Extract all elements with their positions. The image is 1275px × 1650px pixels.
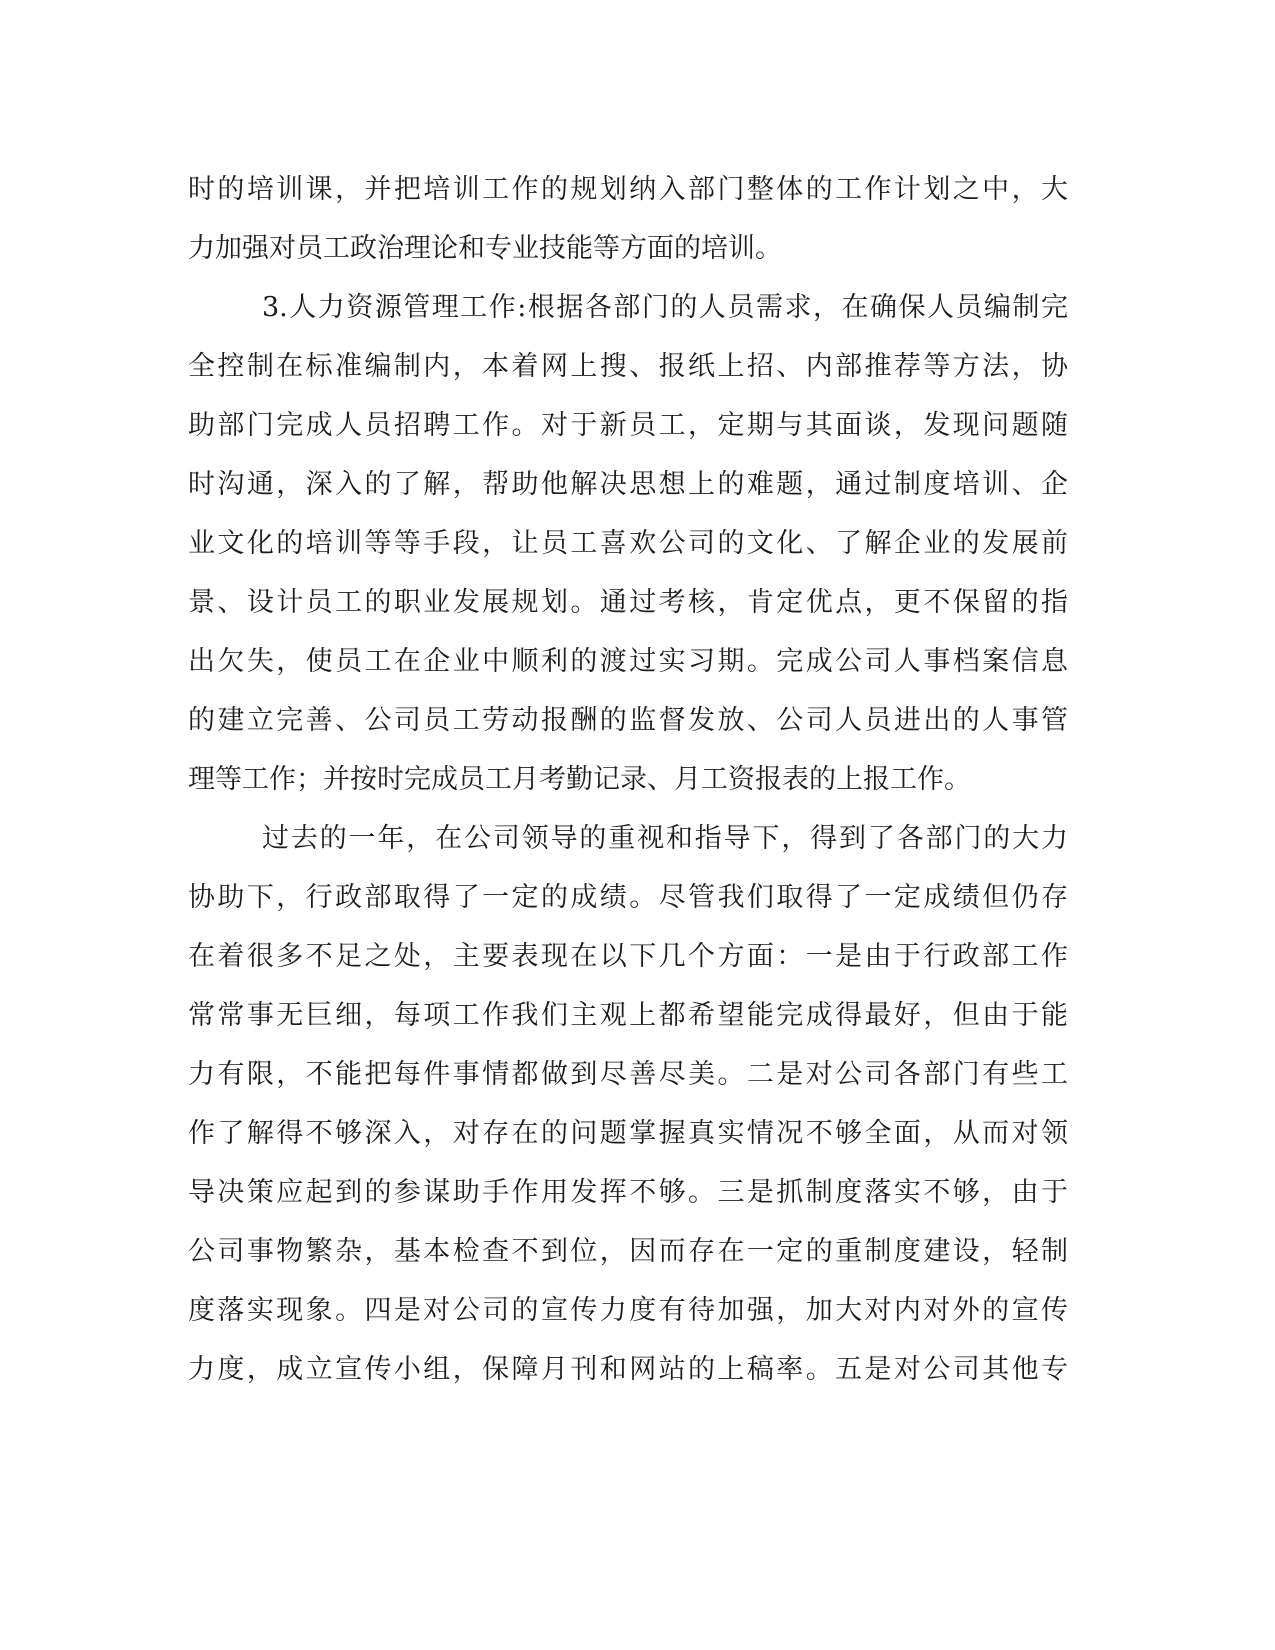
text-line: 度落实现象。四是对公司的宣传力度有待加强，加大对内对外的宣传 [188, 1295, 1068, 1326]
text-line: 作了解得不够深入，对存在的问题掌握真实情况不够全面，从而对领 [188, 1118, 1068, 1149]
text-line: 全控制在标准编制内，本着网上搜、报纸上招、内部推荐等方法，协 [188, 351, 1068, 382]
text-line: 力度，成立宣传小组，保障月刊和网站的上稿率。五是对公司其他专 [188, 1354, 1068, 1385]
text-line: 力有限，不能把每件事情都做到尽善尽美。二是对公司各部门有些工 [188, 1059, 1068, 1090]
text-line: 力加强对员工政治理论和专业技能等方面的培训。 [188, 233, 782, 264]
paragraph-start-line: 过去的一年，在公司领导的重视和指导下，得到了各部门的大力 [262, 823, 1068, 854]
text-line: 助部门完成人员招聘工作。对于新员工，定期与其面谈，发现问题随 [188, 410, 1068, 441]
paragraph-start-line: 3.人力资源管理工作:根据各部门的人员需求，在确保人员编制完 [262, 292, 1068, 323]
text-line: 时的培训课，并把培训工作的规划纳入部门整体的工作计划之中，大 [188, 174, 1068, 205]
text-line: 常常事无巨细，每项工作我们主观上都希望能完成得最好，但由于能 [188, 1000, 1068, 1031]
text-line: 导决策应起到的参谋助手作用发挥不够。三是抓制度落实不够，由于 [188, 1177, 1068, 1208]
text-line: 理等工作；并按时完成员工月考勤记录、月工资报表的上报工作。 [188, 764, 971, 795]
text-line: 时沟通，深入的了解，帮助他解决思想上的难题，通过制度培训、企 [188, 469, 1068, 500]
text-line: 出欠失，使员工在企业中顺利的渡过实习期。完成公司人事档案信息 [188, 646, 1068, 677]
body-text [188, 160, 1068, 1399]
text-line: 在着很多不足之处，主要表现在以下几个方面：一是由于行政部工作 [188, 941, 1068, 972]
text-line: 业文化的培训等等手段，让员工喜欢公司的文化、了解企业的发展前 [188, 528, 1068, 559]
text-line: 的建立完善、公司员工劳动报酬的监督发放、公司人员进出的人事管 [188, 705, 1068, 736]
text-line: 协助下，行政部取得了一定的成绩。尽管我们取得了一定成绩但仍存 [188, 882, 1068, 913]
text-line: 景、设计员工的职业发展规划。通过考核，肯定优点，更不保留的指 [188, 587, 1068, 618]
text-line: 公司事物繁杂，基本检查不到位，因而存在一定的重制度建设，轻制 [188, 1236, 1068, 1267]
